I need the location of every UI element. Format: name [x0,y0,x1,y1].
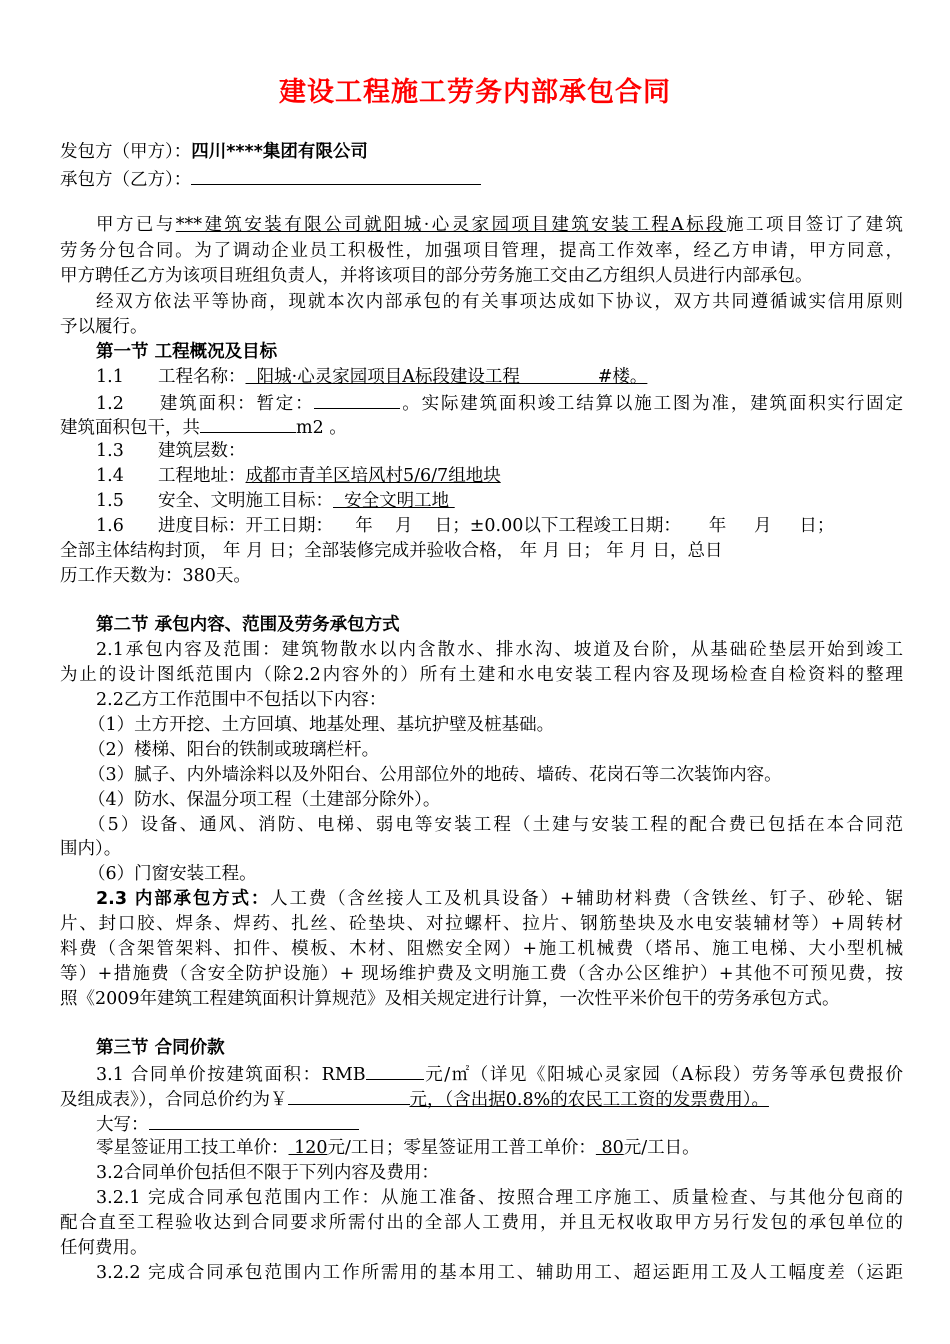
s1-i5-num-text: 1.5 [96,491,124,511]
p1-line-2: 劳务分包合同。为了调动企业员工积极性，加强项目管理，提高工作效率，经乙方申请，甲方同意， [60,241,903,261]
lingxing-line [96,1136,700,1161]
party-b-line [60,166,481,193]
s1-i3-label-text: 建筑层数： [158,441,246,461]
exclusion-1: （1）土方开挖、土方回填、地基处理、基坑护壁及桩基础。 [88,715,555,735]
item-1-4 [96,464,501,489]
s1-i2-d-text: m2 。 [296,418,347,438]
s1-i2-c-text: 建筑面积包干，共 [60,418,200,438]
party-a-line [60,140,368,165]
p31-line-2 [60,1086,769,1113]
s3-p31-c-text: 及组成表》），合同总价约为￥ [60,1090,288,1110]
daxie-line [96,1111,359,1138]
p23-line-3: 料费（含架管架料、扣件、模板、木材、阻燃安全网）+施工机械费（塔吊、施工电梯、大小型机械 [60,939,903,959]
s3-lingxing-c-text: 元/工日。 [623,1138,700,1158]
p2-line-2: 予以履行。 [60,317,148,337]
item-1-6-line-3: 历工作天数为：380天。 [60,566,251,586]
p21-line-2: 为止的设计图纸范围内（除2.2内容外的）所有土建和水电安装工程内容及现场检查自检资料的整理 [60,665,903,685]
exclusion-3: （3）腻子、内外墙涂料以及外阳台、公用部位外的地砖、墙砖、花岗石等二次装饰内容。 [88,765,782,785]
unit-price-blank [366,1061,424,1080]
p23-line-4: 等）+措施费（含安全防护设施）+ 现场维护费及文明施工费（含办公区维护）+其他不可预见费，按 [60,964,903,984]
p1-line-3: 甲方聘任乙方为该项目班组负责人，并将该项目的部分劳务施工交由乙方组织人员进行内部承包。 [60,266,813,286]
p321-line-2: 配合直至工程验收达到合同要求所需付出的全部人工费用，并且无权收取甲方另行发包的承包单位的 [60,1213,903,1233]
s1-i5-value-text: 安全文明工地 [333,491,455,511]
p321-line-3: 任何费用。 [60,1238,148,1258]
s2-p23-l1-text: 人工费（含丝接人工及机具设备）+辅助材料费（含铁丝、钉子、砂轮、锯 [270,889,903,909]
item-1-6-line-2: 全部主体结构封顶， 年 月 日；全部装修完成并验收合格， 年 月 日； 年 月 日，总日 [60,541,723,561]
s1-i4-label-text: 工程地址： [158,466,246,486]
p322-line-1: 3.2.2 完成合同承包范围内工作所需用的基本用工、辅助用工、超运距用工及人工幅度差（运距 [96,1263,903,1283]
s1-i2-num-text: 1.2 [96,394,124,414]
s1-i4-num-text: 1.4 [96,466,124,486]
s3-lingxing-a-text: 零星签证用工技工单价： [96,1138,289,1158]
s3-p31-b-text: 元/㎡（详见《阳城心灵家园（A标段）劳务等承包费报价 [423,1065,903,1085]
section-1-heading: 第一节 工程概况及目标 [96,342,278,362]
p1-l1c-text: 施工项目签订了建筑 [726,215,904,235]
exclusion-5: （5）设备、通风、消防、电梯、弱电等安装工程（土建与安装工程的配合费已包括在本合同范 [88,815,903,835]
section-3-heading: 第三节 合同价款 [96,1038,225,1058]
item-1-5 [96,489,455,514]
s1-i2-a-text: 建筑面积：暂定： [158,394,315,414]
s1-i2-b-text: 。实际建筑面积竣工结算以施工图为准，建筑面积实行固定 [400,394,904,414]
s1-i6-l1-text: 进度目标：开工日期： 年 月 日；±0.00以下工程竣工日期： 年 月 日； [158,516,835,536]
s3-p31-a-text: 3.1 合同单价按建筑面积：RMB [96,1065,366,1085]
s1-i3-num-text: 1.3 [96,441,124,461]
item-1-1 [96,365,647,390]
s3-p31-d-text: 元，（含出据0.8%的农民工工资的发票费用）。 [409,1090,769,1110]
p21-line-1: 2.1承包内容及范围：建筑物散水以内含散水、排水沟、坡道及台阶，从基础砼垫层开始到竣工 [96,640,903,660]
document-title: 建设工程施工劳务内部承包合同 [279,77,671,108]
exclusion-4: （4）防水、保温分项工程（土建部分除外）。 [88,790,441,810]
p22: 2.2乙方工作范围中不包括以下内容： [96,690,387,710]
p23-line-5: 照《2009年建筑工程建筑面积计算规范》及相关规定进行计算，一次性平米价包干的劳务承包方式。 [60,989,840,1009]
daxie-blank [149,1111,359,1130]
s1-i4-value-text: 成都市青羊区培风村5/6/7组地块 [245,466,501,486]
s1-i1-label-text: 工程名称： [158,367,246,387]
exclusion-6: （6）门窗安装工程。 [88,864,257,884]
p1-line-1 [96,213,903,238]
p1-l1a-text: 甲方已与 [96,215,176,235]
exclusion-2: （2）楼梯、阳台的铁制或玻璃栏杆。 [88,740,380,760]
exclusion-5-cont: 围内）。 [60,839,122,859]
area-total-blank [200,414,296,433]
item-1-2-cont [60,414,347,441]
s3-lingxing-v1-text: 120 [288,1138,328,1158]
item-1-2 [96,390,903,417]
total-price-blank [288,1086,410,1105]
s1-i6-num-text: 1.6 [96,516,124,536]
party-b-label: 承包方（乙方）： [60,170,192,190]
p32: 3.2合同单价包括但不限于下列内容及费用： [96,1163,439,1183]
section-2-heading: 第二节 承包内容、范围及劳务承包方式 [96,615,400,635]
s1-i1-num-text: 1.1 [96,367,124,387]
s3-lingxing-b-text: 元/工日；零星签证用工普工单价： [327,1138,596,1158]
party-a-value: 四川****集团有限公司 [191,142,368,162]
s2-p23-label-text: 2.3 内部承包方式： [96,889,271,909]
item-1-6 [96,514,834,539]
s3-lingxing-v2-text: 80 [595,1138,624,1158]
p23-line-2: 片、封口胶、焊条、焊药、扎丝、砼垫块、对拉螺杆、拉片、钢筋垫块及水电安装辅材等）+周转材 [60,914,903,934]
p23-line-1 [96,887,903,912]
p31-line-1 [96,1061,903,1088]
s1-i5-label-text: 安全、文明施工目标： [158,491,333,511]
party-a-label: 发包方（甲方）： [60,142,192,162]
p321-line-1: 3.2.1 完成合同承包范围内工作：从施工准备、按照合理工序施工、质量检查、与其他分包商的 [96,1188,903,1208]
item-1-3 [96,439,246,464]
party-b-blank [191,166,481,185]
p1-l1b-text: ***建筑安装有限公司就阳城·心灵家园项目建筑安装工程A标段 [175,215,726,235]
p2-line-1: 经双方依法平等协商，现就本次内部承包的有关事项达成如下协议，双方共同遵循诚实信用原则 [96,292,903,312]
s1-i1-value-text: 阳城·心灵家园项目A标段建设工程 #楼。 [245,367,648,387]
s3-daxie-text: 大写： [96,1115,149,1135]
area-blank [314,390,400,409]
